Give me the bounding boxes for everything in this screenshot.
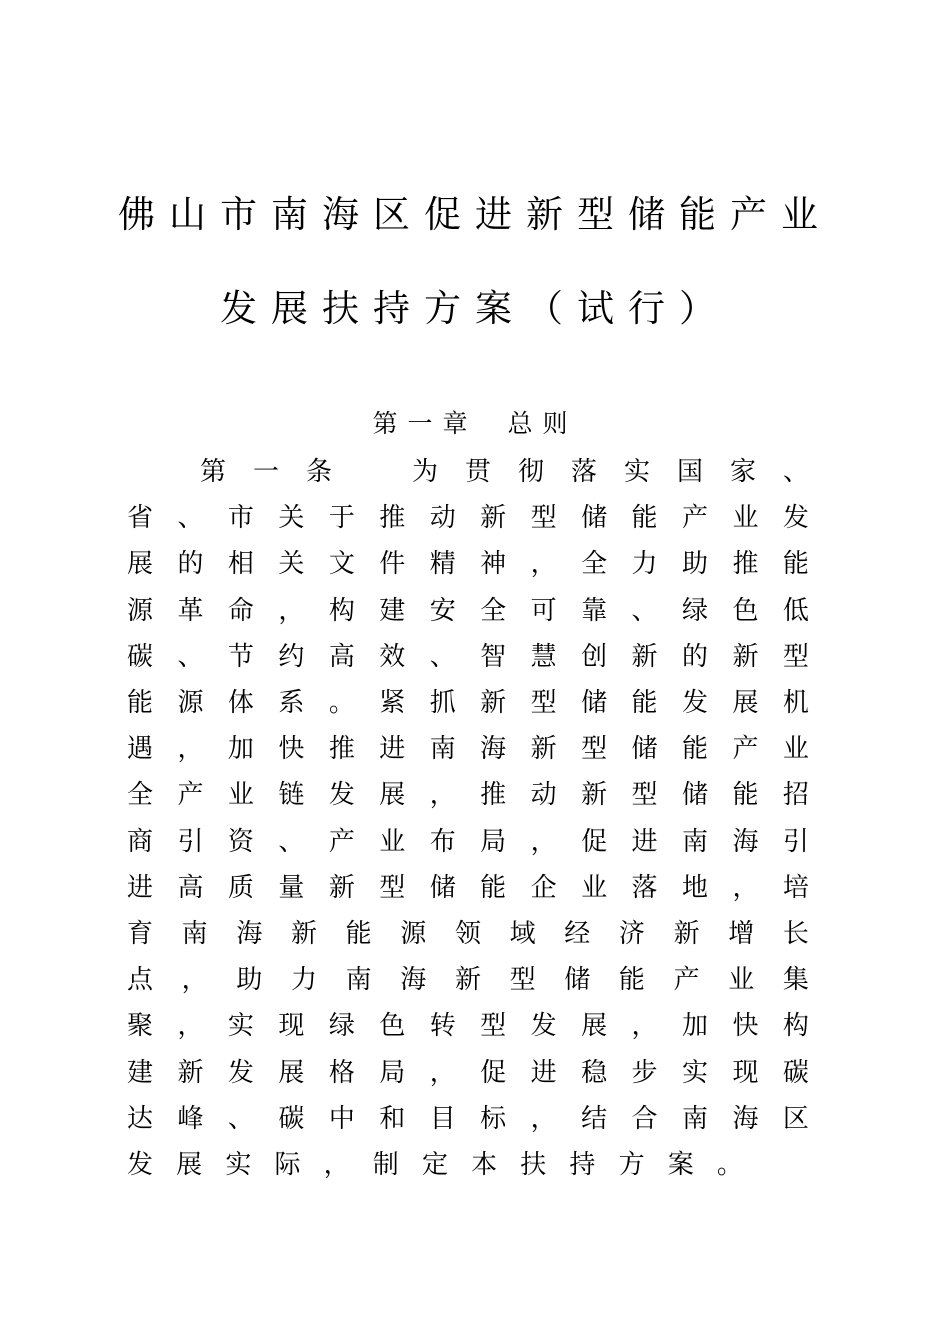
article-line: 聚 ， 实 现 绿 色 转 型 发 展 ， 加 快 构 (127, 1011, 809, 1041)
article-line: 点 ， 助 力 南 海 新 型 储 能 产 业 集 (127, 965, 809, 995)
chapter-name: 总则 (507, 409, 578, 438)
article-line: 发 展 实 际 ， 制 定 本 扶 持 方 案 。 (127, 1150, 743, 1180)
article-line: 遇 ， 加 快 推 进 南 海 新 型 储 能 产 业 (127, 734, 809, 764)
document-title-line-1: 佛山市南海区促进新型储能产业 (118, 193, 832, 236)
article-line: 建 新 发 展 格 局 ， 促 进 稳 步 实 现 碳 (127, 1058, 809, 1088)
chapter-heading (0, 406, 950, 442)
article-line: 省 、 市 关 于 推 动 新 型 储 能 产 业 发 (127, 503, 809, 533)
article-line: 育 南 海 新 能 源 领 域 经 济 新 增 长 (127, 919, 809, 949)
article-line: 碳 、 节 约 高 效 、 智 慧 创 新 的 新 型 (127, 642, 809, 672)
article-line: 第 一 条 为 贯 彻 落 实 国 家 、 (200, 457, 810, 487)
article-line: 进 高 质 量 新 型 储 能 企 业 落 地 ， 培 (127, 873, 809, 903)
article-line: 能 源 体 系 。 紧 抓 新 型 储 能 发 展 机 (127, 688, 809, 718)
article-line: 全 产 业 链 发 展 ， 推 动 新 型 储 能 招 (127, 780, 809, 810)
article-line: 展 的 相 关 文 件 精 神 ， 全 力 助 推 能 (127, 549, 809, 579)
document-title-line-2: 发展扶持方案（试行） (220, 287, 730, 330)
article-line: 达 峰 、 碳 中 和 目 标 ， 结 合 南 海 区 (127, 1104, 809, 1134)
chapter-number: 第一章 (372, 409, 478, 438)
article-line: 源 革 命 ， 构 建 安 全 可 靠 、 绿 色 低 (127, 596, 809, 626)
article-line: 商 引 资 、 产 业 布 局 ， 促 进 南 海 引 (127, 827, 809, 857)
